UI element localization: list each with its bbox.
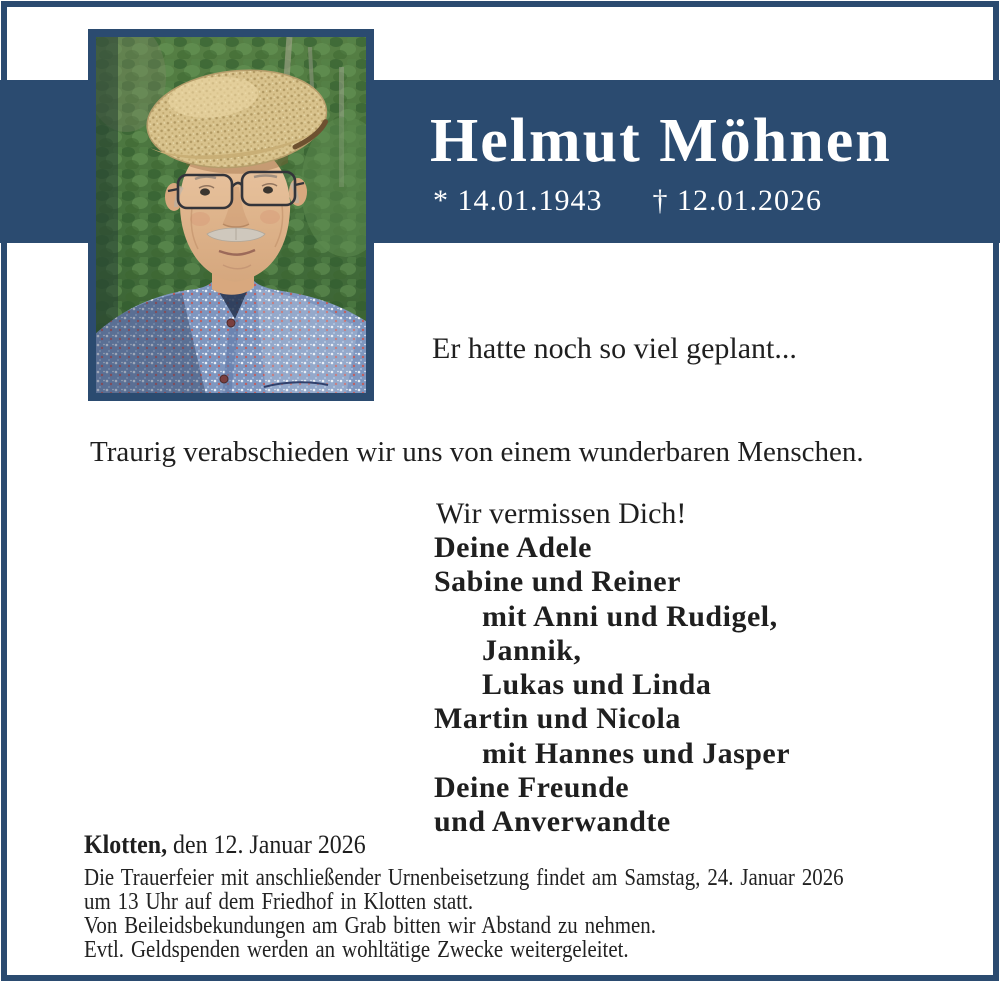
notice-line: Von Beileidsbekundungen am Grab bitten wir Abstand zu nehmen.	[84, 913, 656, 939]
notice-line: Die Trauerfeier mit anschließender Urnenbeisetzung findet am Samstag, 24. Januar 2026	[84, 865, 844, 891]
mourner-line: und Anverwandte	[434, 805, 671, 839]
mourner-line: Sabine und Reiner	[434, 565, 681, 599]
notice-line: um 13 Uhr auf dem Friedhof in Klotten statt.	[84, 889, 474, 915]
mourner-line: Martin und Nicola	[434, 702, 681, 736]
farewell-line: Traurig verabschieden wir uns von einem wunderbaren Menschen.	[90, 436, 864, 468]
motto-line: Er hatte noch so viel geplant...	[432, 332, 797, 365]
mourner-line: Lukas und Linda	[482, 668, 712, 702]
portrait-illustration	[96, 37, 366, 393]
mourner-line: Deine Freunde	[434, 771, 630, 805]
mourners-list	[434, 531, 790, 840]
mourner-line: mit Anni und Rudigel,	[482, 599, 778, 633]
portrait-photo	[88, 29, 374, 401]
death-date: † 12.01.2026	[652, 184, 822, 217]
place-and-date	[84, 831, 366, 860]
mourner-line: mit Hannes und Jasper	[482, 736, 791, 770]
date-label: den 12. Januar 2026	[167, 830, 366, 859]
notice-line: Evtl. Geldspenden werden an wohltätige Zwecke weitergeleitet.	[84, 937, 629, 963]
life-dates	[433, 184, 822, 217]
mourner-line: Jannik,	[482, 633, 582, 667]
birth-date: * 14.01.1943	[433, 184, 603, 217]
deceased-name: Helmut Möhnen	[430, 107, 892, 175]
missing-line: Wir vermissen Dich!	[436, 497, 687, 530]
mourner-line: Deine Adele	[434, 531, 592, 564]
funeral-notice	[84, 866, 844, 962]
place-label: Klotten,	[84, 830, 168, 859]
